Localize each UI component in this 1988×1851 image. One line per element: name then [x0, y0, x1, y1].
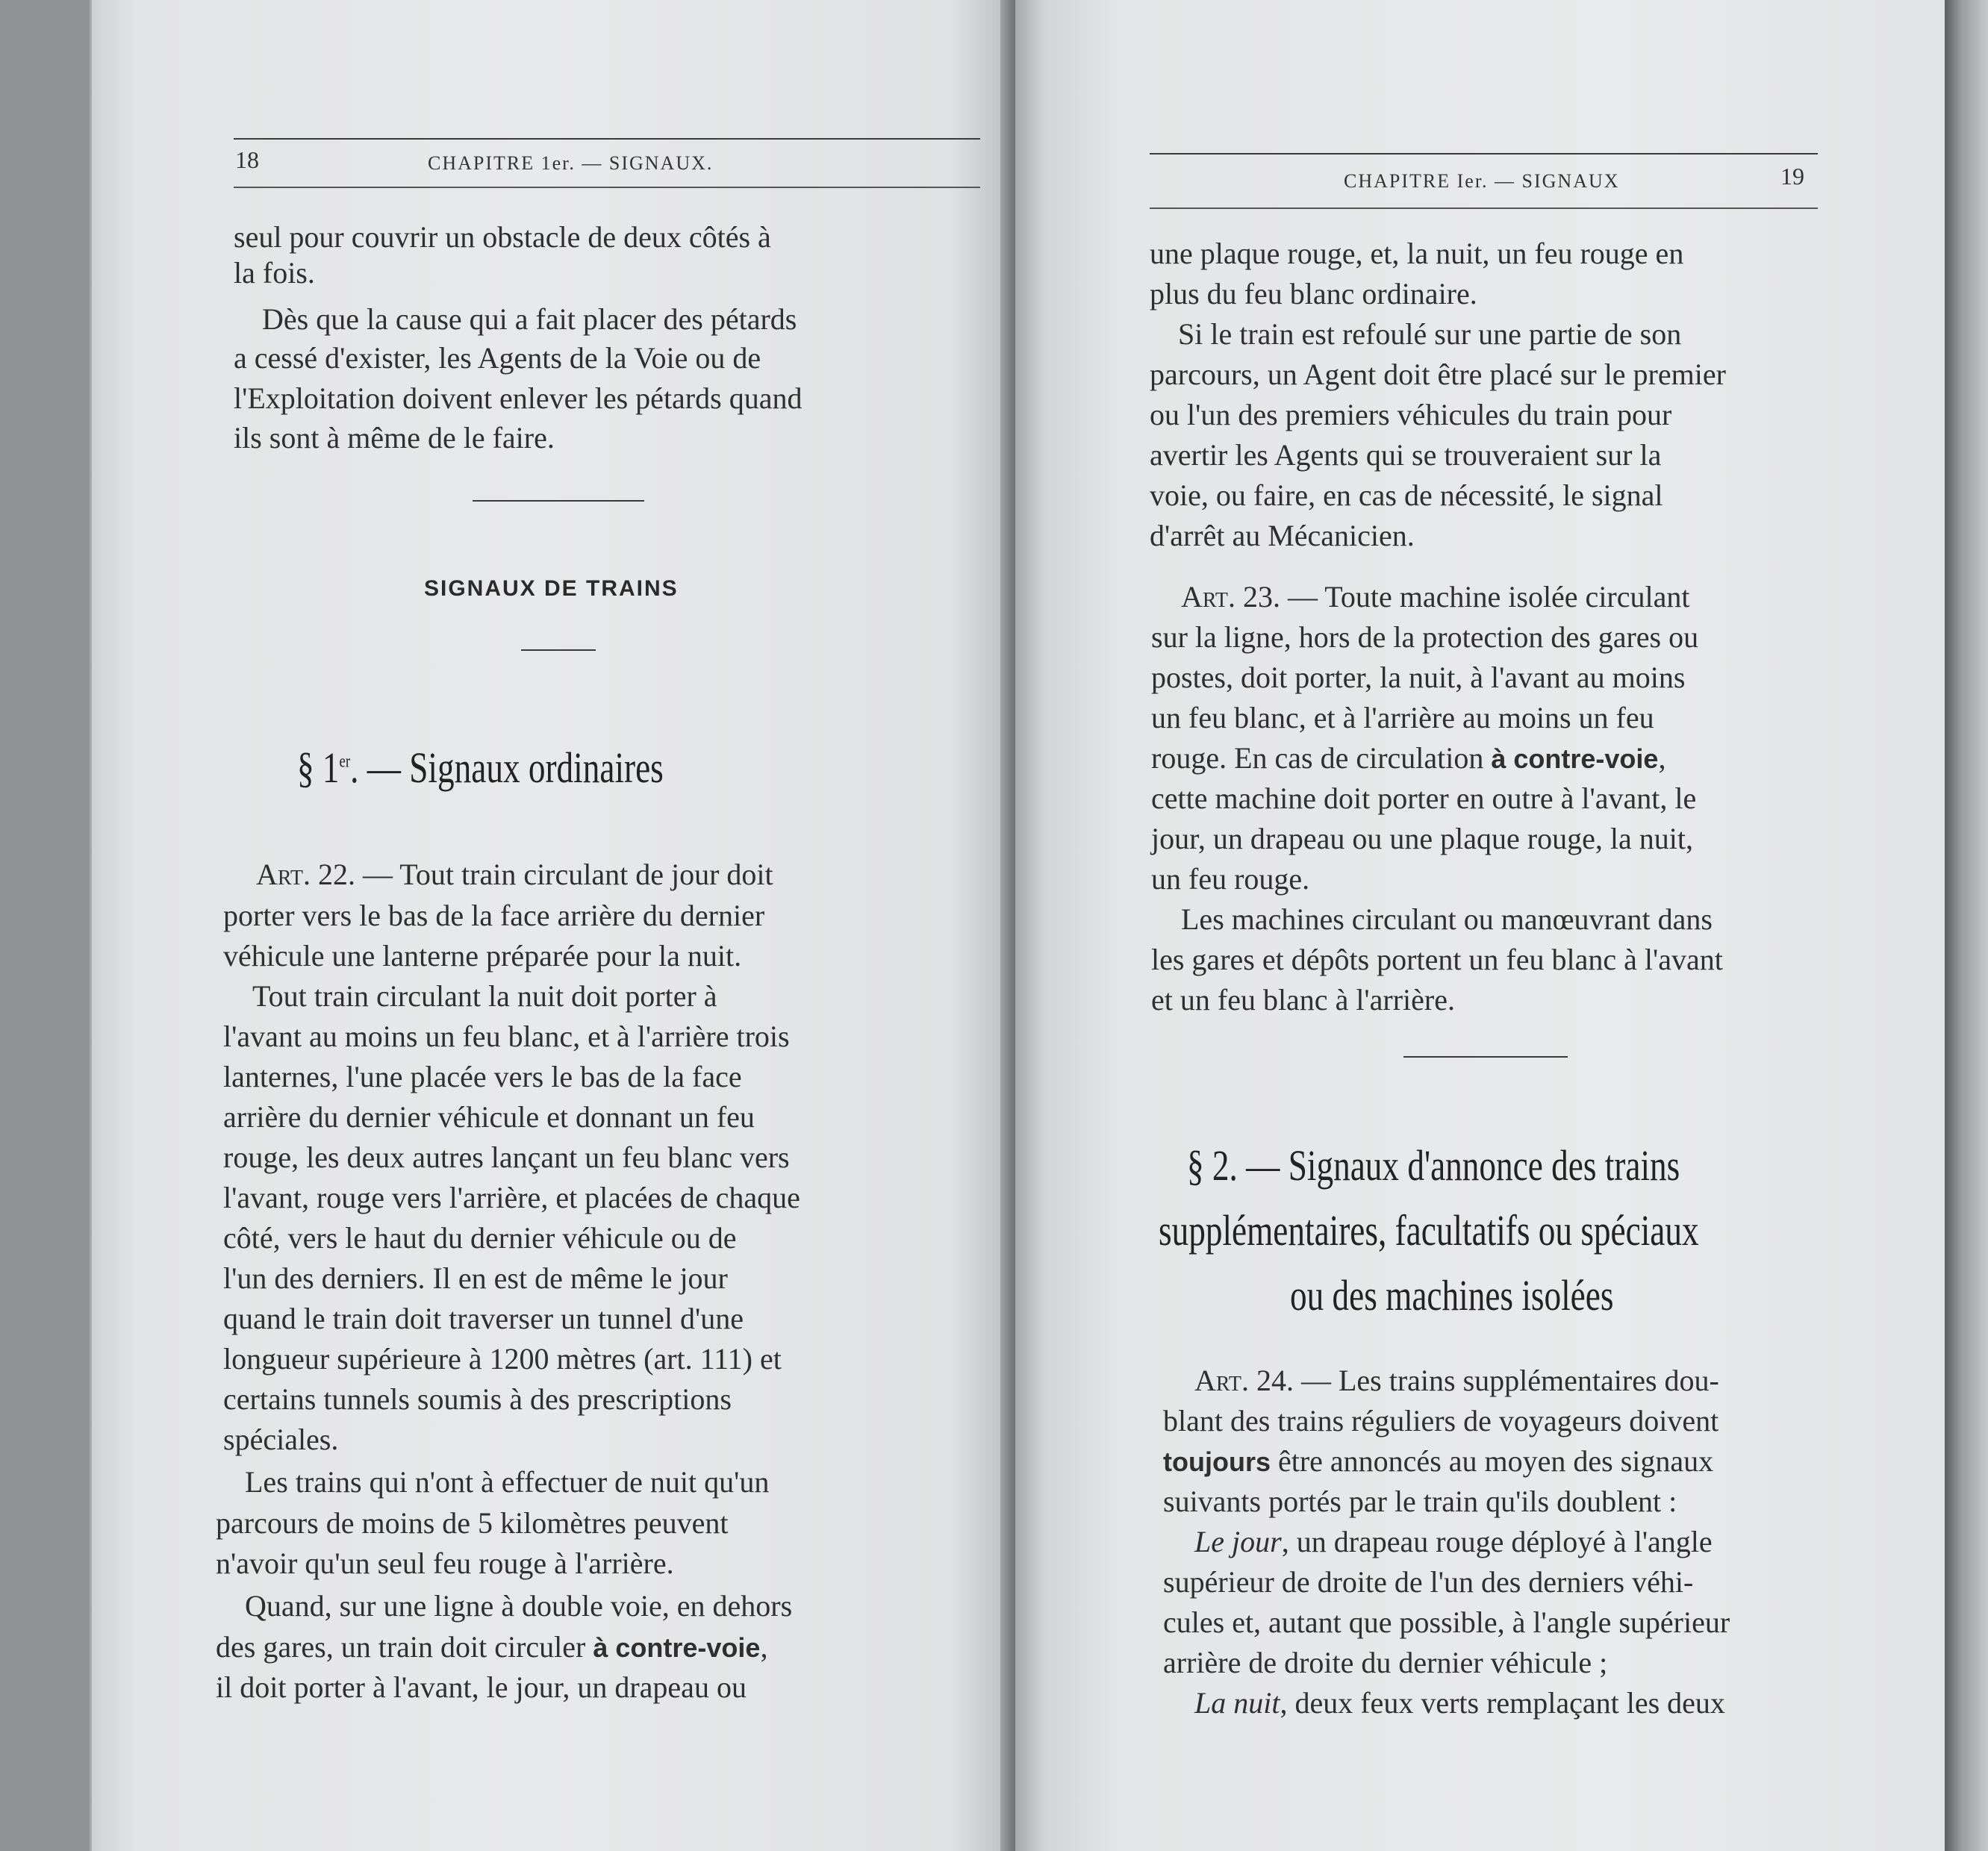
- book-fore-edge: [1945, 0, 1988, 1851]
- text-line: porter vers le bas de la face arrière du dernier: [223, 899, 765, 932]
- text-line: rouge, les deux autres lançant un feu blanc vers: [223, 1140, 790, 1174]
- page-number: 19: [1780, 163, 1804, 190]
- text-line: Si le train est refoulé sur une partie de son: [1178, 317, 1682, 351]
- text-line: véhicule une lanterne préparée pour la nuit.: [223, 939, 742, 973]
- text-line: arrière du dernier véhicule et donnant un feu: [223, 1100, 755, 1134]
- text-line: l'avant au moins un feu blanc, et à l'arrière trois: [223, 1020, 790, 1053]
- text-line-contre-voie: rouge. En cas de circulation à contre-voie,: [1151, 741, 1666, 775]
- text-line: longueur supérieure à 1200 mètres (art. 111) et: [223, 1342, 782, 1376]
- text-line: l'avant, rouge vers l'arrière, et placées de chaque: [223, 1181, 800, 1214]
- text-line: Quand, sur une ligne à double voie, en dehors: [245, 1589, 793, 1623]
- text-line: l'Exploitation doivent enlever les pétards quand: [234, 381, 803, 415]
- text-line: suivants portés par le train qu'ils doublent :: [1163, 1485, 1677, 1518]
- text-line: la fois.: [234, 256, 315, 290]
- text-line: ou l'un des premiers véhicules du train pour: [1150, 398, 1672, 431]
- text-line: a cessé d'exister, les Agents de la Voie ou de: [234, 341, 761, 375]
- header-rule-bottom: [1150, 207, 1818, 209]
- text-line: jour, un drapeau ou une plaque rouge, la nuit,: [1151, 822, 1693, 855]
- running-head: CHAPITRE 1er. — SIGNAUX.: [428, 152, 714, 174]
- text-line: cules et, autant que possible, à l'angle supérieur: [1163, 1605, 1730, 1639]
- section-divider: [473, 500, 644, 502]
- section-title: SIGNAUX DE TRAINS: [424, 576, 679, 601]
- article-23-first-line: Art. 23. — Toute machine isolée circulant: [1181, 580, 1690, 614]
- text-line: plus du feu blanc ordinaire.: [1150, 277, 1477, 310]
- text-line: d'arrêt au Mécanicien.: [1150, 519, 1415, 552]
- text-line: parcours de moins de 5 kilomètres peuvent: [216, 1506, 729, 1540]
- text-line: seul pour couvrir un obstacle de deux côtés à: [234, 220, 771, 254]
- text-line: il doit porter à l'avant, le jour, un drapeau ou: [216, 1670, 747, 1704]
- text-line: les gares et dépôts portent un feu blanc à l'avant: [1151, 943, 1723, 976]
- text-line: n'avoir qu'un seul feu rouge à l'arrière.: [216, 1546, 674, 1580]
- text-line: cette machine doit porter en outre à l'avant, le: [1151, 781, 1697, 815]
- page-number: 18: [235, 146, 259, 173]
- text-line: un feu blanc, et à l'arrière au moins un feu: [1151, 701, 1654, 734]
- text-line: sur la ligne, hors de la protection des gares ou: [1151, 620, 1699, 654]
- header-rule-bottom: [234, 187, 980, 188]
- text-line: voie, ou faire, en cas de nécessité, le signal: [1150, 478, 1663, 512]
- text-line: l'un des derniers. Il en est de même le jour: [223, 1261, 728, 1295]
- running-head: CHAPITRE Ier. — SIGNAUX: [1344, 170, 1620, 192]
- left-page: [90, 0, 1018, 1851]
- text-line: arrière de droite du dernier véhicule ;: [1163, 1646, 1608, 1679]
- text-line: postes, doit porter, la nuit, à l'avant au moins: [1151, 661, 1686, 694]
- section-divider: [1403, 1056, 1568, 1058]
- text-line: blant des trains réguliers de voyageurs doivent: [1163, 1404, 1719, 1438]
- header-rule-top: [1150, 153, 1818, 154]
- text-line: côté, vers le haut du dernier véhicule ou de: [223, 1221, 737, 1255]
- section-heading: § 1er. — Signaux ordinaires: [297, 743, 664, 792]
- section-heading-line: ou des machines isolées: [1290, 1271, 1614, 1320]
- text-line: et un feu blanc à l'arrière.: [1151, 983, 1455, 1017]
- text-line: supérieur de droite de l'un des derniers véhi-: [1163, 1565, 1694, 1599]
- article-24-first-line: Art. 24. — Les trains supplémentaires dou-: [1194, 1364, 1719, 1397]
- text-line: spéciales.: [223, 1423, 339, 1456]
- text-line: une plaque rouge, et, la nuit, un feu rouge en: [1150, 237, 1684, 270]
- text-line: quand le train doit traverser un tunnel d'une: [223, 1302, 744, 1335]
- text-line: parcours, un Agent doit être placé sur le premier: [1150, 358, 1726, 391]
- text-line-contre-voie: des gares, un train doit circuler à contre-voie,: [216, 1630, 768, 1664]
- text-line: certains tunnels soumis à des prescriptions: [223, 1382, 732, 1416]
- text-line: un feu rouge.: [1151, 862, 1310, 896]
- text-line: lanternes, l'une placée vers le bas de la face: [223, 1060, 742, 1093]
- text-line: Les trains qui n'ont à effectuer de nuit qu'un: [245, 1465, 770, 1499]
- article-22-first-line: Art. 22. — Tout train circulant de jour doit: [256, 858, 773, 891]
- header-rule-top: [234, 138, 980, 140]
- text-line: Dès que la cause qui a fait placer des pétards: [262, 302, 797, 336]
- text-line: ils sont à même de le faire.: [234, 421, 555, 455]
- text-line: Les machines circulant ou manœuvrant dans: [1181, 902, 1713, 936]
- text-line: Tout train circulant la nuit doit porter à: [252, 979, 717, 1013]
- section-divider: [521, 649, 596, 651]
- section-heading-line: supplémentaires, facultatifs ou spéciaux: [1159, 1206, 1699, 1255]
- text-line-le-jour: Le jour, un drapeau rouge déployé à l'angle: [1194, 1525, 1713, 1558]
- text-line-toujours: toujours être annoncés au moyen des signaux: [1163, 1444, 1714, 1478]
- right-page: [1015, 0, 1948, 1851]
- text-line-la-nuit: La nuit, deux feux verts remplaçant les deux: [1194, 1686, 1725, 1720]
- section-heading-line: § 2. — Signaux d'annonce des trains: [1187, 1141, 1680, 1190]
- text-line: avertir les Agents qui se trouveraient sur la: [1150, 438, 1662, 472]
